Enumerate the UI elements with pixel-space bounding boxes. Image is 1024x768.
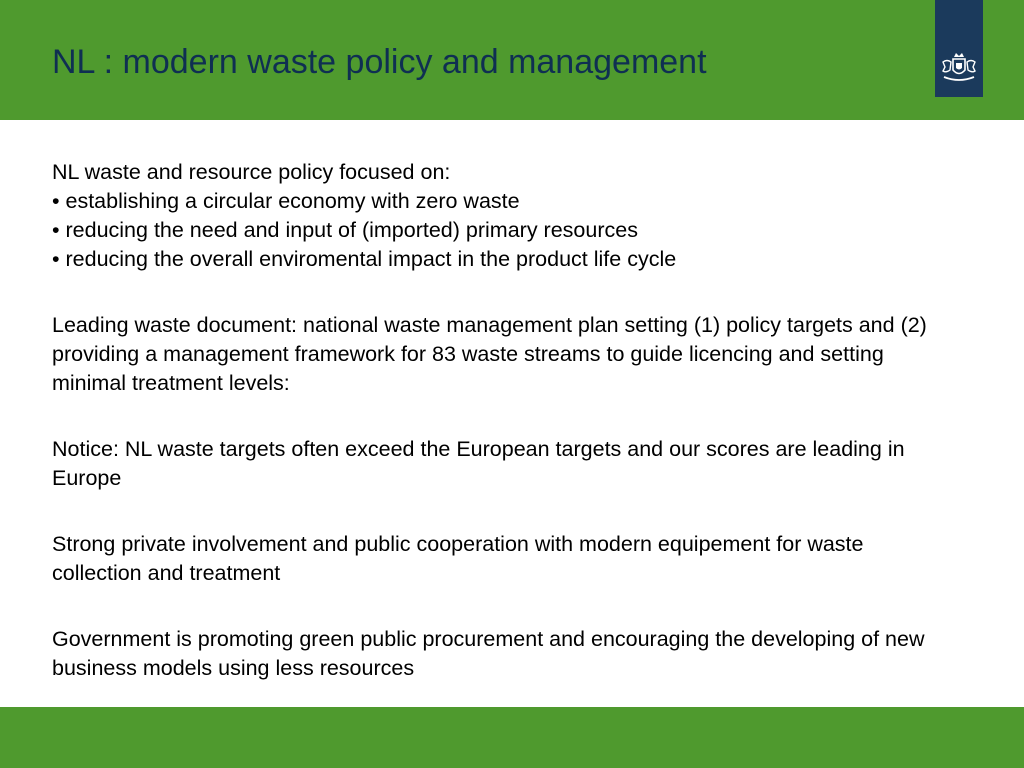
dutch-government-coat-of-arms-icon — [938, 50, 980, 86]
bullet-item: • reducing the need and input of (imported) primary resources — [52, 218, 638, 242]
bullet-item: • reducing the overall enviromental impact in the product life cycle — [52, 247, 677, 271]
paragraph-notice: Notice: NL waste targets often exceed the European targets and our scores are leading in Europe — [52, 437, 905, 490]
slide-title: NL : modern waste policy and management — [52, 43, 707, 81]
intro-text — [52, 158, 952, 274]
header-bar — [0, 0, 1024, 120]
paragraph-green-procurement: Government is promoting green public procurement and encouraging the developing of new business models using less resources — [52, 627, 925, 680]
government-logo-tab — [935, 0, 983, 97]
bullet-item: • establishing a circular economy with zero waste — [52, 189, 520, 213]
paragraph-private-involvement: Strong private involvement and public cooperation with modern equipement for waste collection and treatment — [52, 532, 864, 585]
footer-bar — [0, 707, 1024, 768]
slide-body — [52, 158, 952, 683]
paragraph-waste-document: Leading waste document: national waste management plan setting (1) policy targets and (2) providing a management framework for 83 waste streams to guide licencing and setting minimal treatment levels: — [52, 313, 927, 395]
intro-line: NL waste and resource policy focused on: — [52, 160, 451, 184]
